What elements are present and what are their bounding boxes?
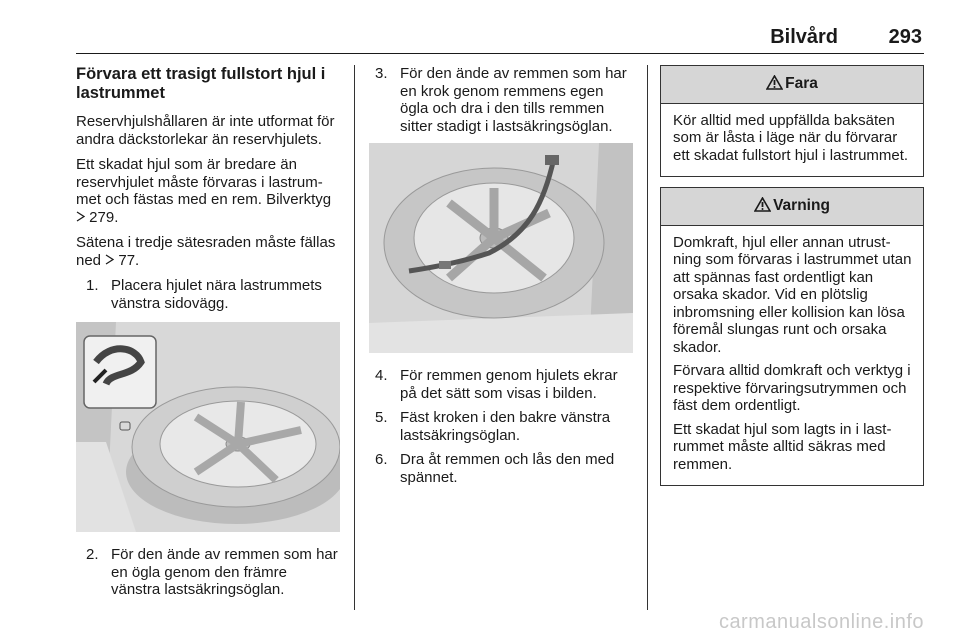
step-4 (369, 367, 633, 402)
page-reference-link[interactable]: 77. (118, 251, 140, 269)
step-number: 2. (86, 546, 99, 563)
warning-box-header (661, 188, 923, 226)
step-3 (369, 65, 633, 135)
step-text: För den ände av remmen som har en krok genom remmens egen ögla och dra i den tills remmen sitter stadigt i lastsäkringsöglan. (400, 65, 627, 135)
page-reference-triangle-icon (76, 209, 85, 226)
warning-triangle-icon (754, 197, 771, 217)
column-1 (76, 65, 340, 606)
page-reference-link[interactable]: 279. (89, 208, 119, 226)
step-number: 3. (375, 65, 388, 82)
warning-box (660, 187, 924, 486)
warning-box-title: Varning (773, 197, 830, 214)
section-title: Förvara ett trasigt fullstort hjul i lastrummet (76, 65, 326, 102)
step-number: 1. (86, 277, 99, 294)
step-1 (76, 277, 340, 312)
paragraph-3 (76, 234, 340, 269)
paragraph-3-text: Sätena i tredje sätesraden måste fällas ned (76, 234, 336, 269)
paragraph-2-text: Ett skadat hjul som är bredare än reservhjulet måste förvaras i lastrummet och fästas med en rem. Bilverktyg (76, 156, 332, 208)
step-text: Placera hjulet nära lastrummets vänstra sidovägg. (111, 277, 322, 312)
column-3 (660, 65, 924, 496)
paragraph-1: Reservhjulshållaren är inte utformat för andra däckstorlekar än reservhjulets. (76, 113, 335, 148)
danger-text: Kör alltid med uppfällda baksäten som är låsta i läge när du förvarar ett skadat fullstort hjul i lastrummet. (673, 111, 909, 164)
step-number: 6. (375, 451, 388, 468)
page-reference-triangle-icon (105, 252, 114, 269)
warning-paragraph-3: Ett skadat hjul som lagts in i lastrummet måste alltid säkras med remmen. (673, 420, 892, 473)
warning-paragraph-1: Domkraft, hjul eller annan utrustning som förvaras i lastrummet utan att spännas fast ordentligt kan orsaka skador. Vid en plötslig inbromsning eller kollision kan lösa föremål slungas runt och orsaka skador. (673, 233, 912, 356)
step-5 (369, 409, 633, 444)
danger-box-header (661, 66, 923, 104)
paragraph-2 (76, 156, 340, 226)
step-text: Dra åt remmen och lås den med spännet. (400, 451, 615, 486)
warning-box-body (661, 226, 923, 486)
warning-paragraph-2: Förvara alltid domkraft och verktyg i respektive förvaringsutrymmen och fäst dem ordentligt. (673, 362, 911, 414)
header-title: Bilvård (770, 26, 838, 48)
watermark: carmanualsonline.info (718, 611, 924, 633)
header-rule (76, 53, 924, 54)
danger-box-title: Fara (785, 75, 818, 92)
figure-strap-through-spokes (369, 143, 633, 353)
warning-triangle-icon (766, 75, 783, 95)
step-number: 4. (375, 367, 388, 384)
column-divider-1 (354, 65, 355, 610)
step-text: För den ände av remmen som har en ögla genom den främre vänstra lastsäkringsöglan. (111, 546, 338, 598)
page-number: 293 (888, 26, 922, 48)
step-number: 5. (375, 409, 388, 426)
figure-wheel-placement (76, 322, 340, 532)
column-2 (369, 65, 633, 493)
danger-box (660, 65, 924, 177)
danger-box-body (661, 104, 923, 177)
step-6 (369, 451, 633, 486)
column-divider-2 (647, 65, 648, 610)
step-2 (76, 546, 340, 599)
step-text: För remmen genom hjulets ekrar på det sätt som visas i bilden. (400, 367, 618, 402)
step-text: Fäst kroken i den bakre vänstra lastsäkringsöglan. (400, 409, 611, 444)
